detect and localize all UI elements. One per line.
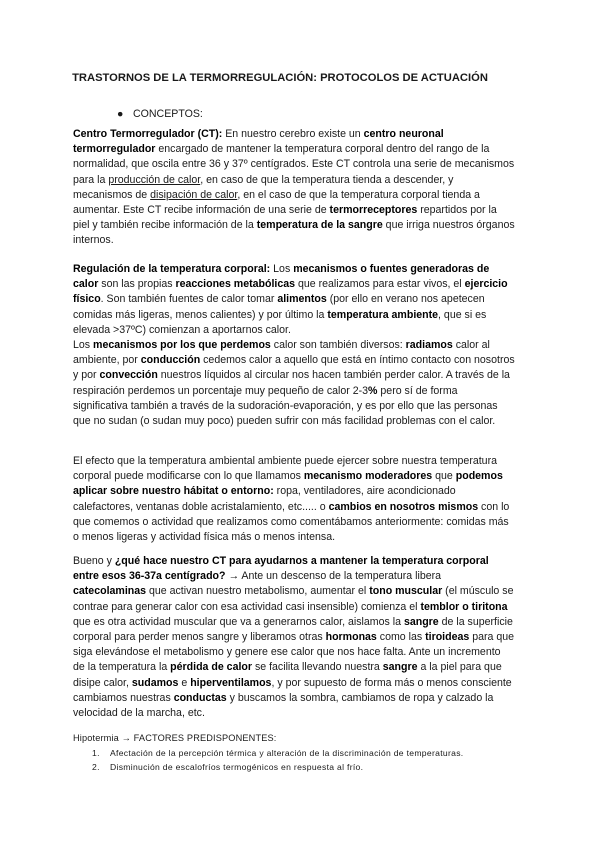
section-label: CONCEPTOS:	[133, 108, 203, 120]
document-title: TRASTORNOS DE LA TERMORREGULACIÓN: PROTOCOLOS DE ACTUACIÓN	[72, 72, 488, 84]
section-bullet	[117, 107, 203, 122]
list-item: 1. Afectación de la percepción térmica y alteración de la discriminación de temperaturas.	[92, 748, 464, 758]
paragraph-mecanismos-moderadores: El efecto que la temperatura ambiental ambiente puede ejercer sobre nuestra temperatura corporal puede modificarse con lo que llamamos mecanismo moderadores que podemos aplicar sobre nuestro hábitat o entorno: ropa, ventiladores, aire acondicionado calefactores, ventanas doble acristalamiento, etc..... o cambios en nosotros mismos con lo que comemos o actividad que realizamos como comentábamos anteriormente: comidas más o menos ligeras y actividad física más o menos intensa.	[73, 455, 510, 544]
bullet-icon: ●	[117, 108, 124, 120]
term-heading: Regulación de la temperatura corporal:	[73, 263, 271, 275]
hipotermia-heading: Hipotermia → FACTORES PREDISPONENTES:	[73, 733, 277, 743]
paragraph-centro-termorregulador: Centro Termorregulador (CT): En nuestro cerebro existe un centro neuronal termorregulador encargado de mantener la temperatura corporal dentro del rango de la normalidad, que oscila entre 36 y 37º centígrados. Este CT controla una serie de mecanismos para la producción de calor, en caso de que la temperatura tienda a descender, y mecanismos de disipación de calor, en el caso de que la temperatura corporal tienda a aumentar. Este CT recibe información de una serie de termorreceptores repartidos por la piel y también recibe información de la temperatura de la sangre que irriga nuestros órganos internos.	[73, 128, 515, 247]
paragraph-regulacion-temperatura: Regulación de la temperatura corporal: Los mecanismos o fuentes generadoras de calor son las propias reacciones metabólicas que realizamos para estar vivos, el ejercicio físico. Son también fuentes de calor tomar alimentos (por ello en verano nos apetecen comidas más ligeras, menos calientes) y por último la temperatura ambiente, que si es elevada >37ºC) comienzan a aportarnos calor. Los mecanismos por los que perdemos calor son también diversos: radiamos calor al ambiente, por conducción cedemos calor a aquello que está en íntimo contacto con nosotros y por convección nuestros líquidos al circular nos hacen también perder calor. A través de la respiración perdemos un porcentaje muy pequeño de calor 2-3% pero sí de forma significativa también a través de la sudoración-evaporación, y es por ello que las personas que no sudan (o sudan muy poco) pueden sufrir con más facilidad problemas con el calor.	[73, 263, 515, 428]
factors-list	[92, 746, 463, 774]
paragraph-respuesta-ct: Bueno y ¿qué hace nuestro CT para ayudarnos a mantener la temperatura corporal entre esos 36-37a centígrado? → Ante un descenso de la temperatura libera catecolaminas que activan nuestro metabolismo, aumentar el tono muscular (el músculo se contrae para generar calor con esa actividad casi insensible) comienza el temblor o tiritona que es otra actividad muscular que va a generarnos calor, aislamos la sangre de la superficie corporal para perder menos sangre y liberamos otras hormonas como las tiroideas para que siga elevándose el metabolismo y genere ese calor que nos hace falta. Ante un incremento de la temperatura la pérdida de calor se facilita llevando nuestra sangre a la piel para que disipe calor, sudamos e hiperventilamos, y por supuesto de forma más o menos consciente cambiamos nuestras conductas y buscamos la sombra, cambiamos de ropa y calzado la velocidad de la marcha, etc.	[73, 555, 515, 720]
list-item: 2. Disminución de escalofríos termogénicos en respuesta al frío.	[92, 762, 364, 772]
term-heading: Centro Termorregulador (CT):	[73, 128, 223, 140]
